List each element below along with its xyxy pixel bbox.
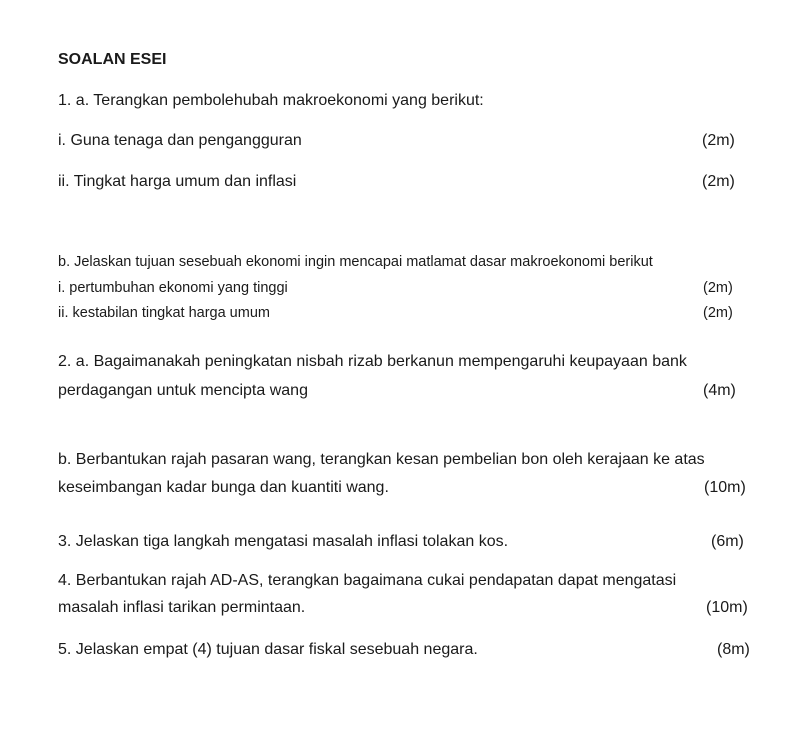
question-2a-line2: perdagangan untuk mencipta wang [58, 382, 308, 399]
question-4-line2: masalah inflasi tarikan permintaan. [58, 599, 306, 616]
question-1b-i-marks: (2m) [703, 280, 733, 296]
question-1b-ii-marks: (2m) [703, 305, 733, 321]
question-3-marks: (6m) [711, 533, 744, 550]
question-1a-i-text: i. Guna tenaga dan pengangguran [58, 132, 302, 149]
question-4-marks: (10m) [706, 599, 748, 616]
question-4-line1: 4. Berbantukan rajah AD-AS, terangkan bagaimana cukai pendapatan dapat mengatasi [58, 572, 677, 589]
question-3-text: 3. Jelaskan tiga langkah mengatasi masalah inflasi tolakan kos. [58, 533, 509, 550]
question-1a-ii-text: ii. Tingkat harga umum dan inflasi [58, 173, 297, 190]
question-2b-marks: (10m) [704, 479, 746, 496]
question-1a-i-marks: (2m) [702, 132, 735, 149]
question-2b-line2: keseimbangan kadar bunga dan kuantiti wang. [58, 479, 389, 496]
question-2a-marks: (4m) [703, 382, 736, 399]
question-1a-intro: 1. a. Terangkan pembolehubah makroekonomi yang berikut: [58, 92, 484, 109]
question-2b-line1: b. Berbantukan rajah pasaran wang, terangkan kesan pembelian bon oleh kerajaan ke atas [58, 451, 705, 468]
question-5-text: 5. Jelaskan empat (4) tujuan dasar fiskal sesebuah negara. [58, 641, 478, 658]
question-5-marks: (8m) [717, 641, 750, 658]
question-2a-line1: 2. a. Bagaimanakah peningkatan nisbah rizab berkanun mempengaruhi keupayaan bank [58, 353, 687, 370]
question-1b-intro: b. Jelaskan tujuan sesebuah ekonomi ingin mencapai matlamat dasar makroekonomi berikut [58, 254, 653, 270]
question-1b-ii-text: ii. kestabilan tingkat harga umum [58, 305, 270, 321]
question-1a-ii-marks: (2m) [702, 173, 735, 190]
question-1b-i-text: i. pertumbuhan ekonomi yang tinggi [58, 280, 288, 296]
page-title: SOALAN ESEI [58, 51, 167, 68]
